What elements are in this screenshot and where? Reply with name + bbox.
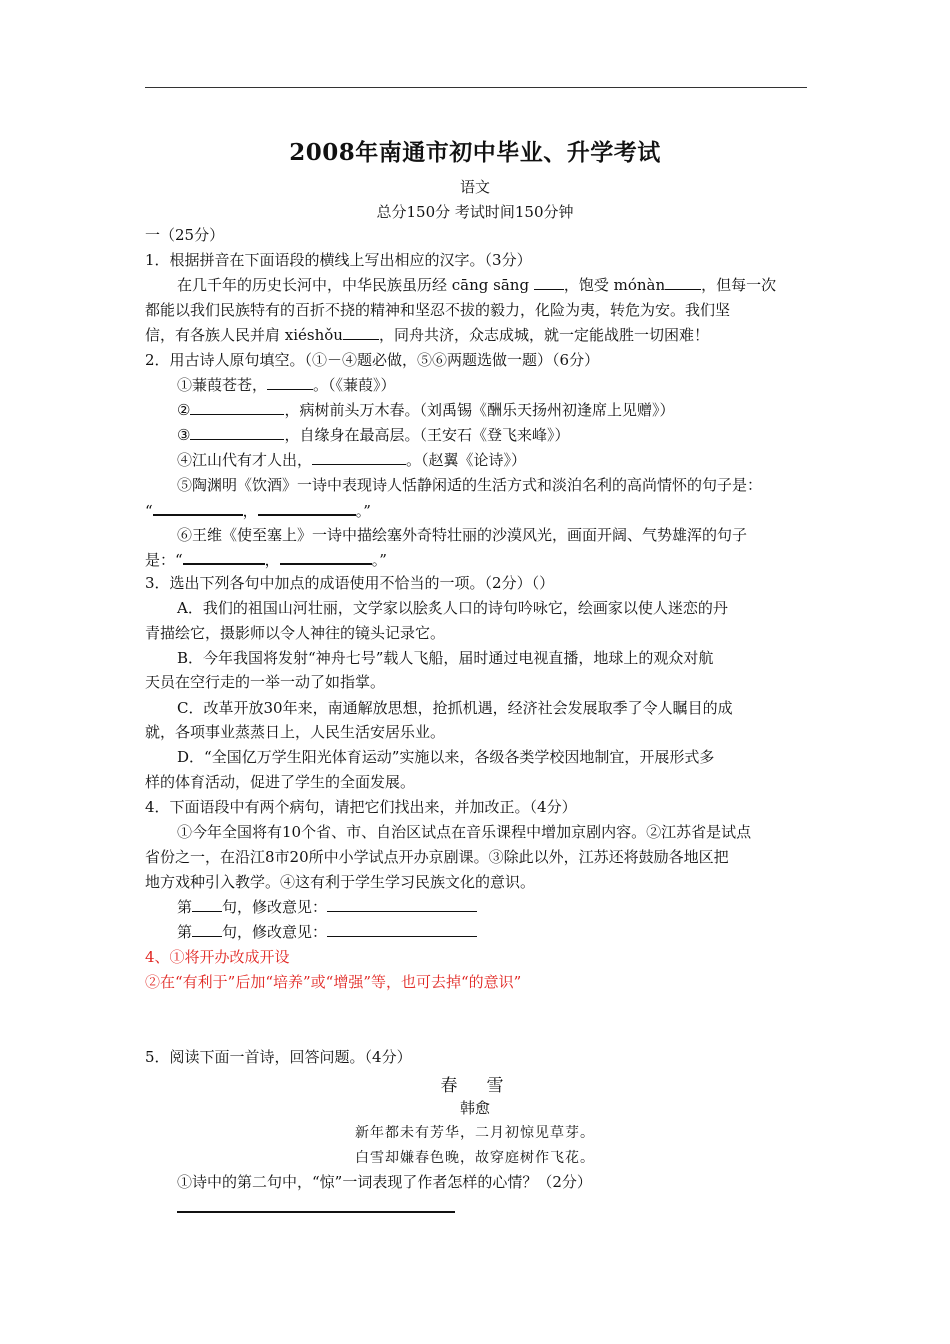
answer-note: ②在“有利于”后加“培养”或“增强”等，也可去掉“的意识” [145, 973, 522, 991]
question-5-stem: 5．阅读下面一首诗，回答问题。（4分） [145, 1048, 412, 1066]
blank-line[interactable] [258, 500, 356, 516]
question-2-item: ④江山代有才人出， 。（赵翼《论诗》） [177, 451, 527, 469]
question-2-stem: 2．用古诗人原句填空。（①－④题必做，⑤⑥两题选做一题）（6分） [145, 351, 600, 369]
question-4-passage: ①今年全国将有10个省、市、自治区试点在音乐课程中增加京剧内容。②江苏省是试点 [177, 823, 752, 841]
question-2-item: ③ ，自缘身在最高层。（王安石《登飞来峰》） [177, 426, 570, 444]
blank-line[interactable] [312, 450, 406, 465]
subject-label: 语文 [459, 178, 490, 196]
question-4-passage: 地方戏种引入教学。④这有利于学生学习民族文化的意识。 [145, 873, 536, 891]
poem-line: 白雪却嫌春色晚，故穿庭树作飞花。 [355, 1150, 595, 1166]
question-3-stem: 3．选出下列各句中加点的成语使用不恰当的一项。（2分）（） [145, 574, 555, 592]
option-d: D．“全国亿万学生阳光体育运动”实施以来，各级各类学校因地制宜，开展形式多 [177, 748, 715, 766]
exam-title: 2008年南通市初中毕业、升学考试 [289, 139, 661, 166]
section-heading: 一（25分） [145, 226, 225, 244]
blank-line[interactable] [192, 897, 222, 912]
question-5-sub-1: ①诗中的第二句中，“惊”一词表现了作者怎样的心情？（2分） [177, 1173, 592, 1191]
option-d-cont: 样的体育活动，促进了学生的全面发展。 [145, 773, 416, 791]
option-a: A．我们的祖国山河壮丽，文学家以脍炙人口的诗句吟咏它，绘画家以使人迷恋的丹 [177, 599, 728, 617]
blank-line[interactable] [327, 897, 477, 912]
question-1-text-line: 信，有各族人民并肩 xiéshǒu ，同舟共济，众志成城，就一定能战胜一切困难！ [145, 326, 709, 344]
blank-line[interactable] [327, 922, 477, 937]
question-4-passage: 省份之一，在沿江8市20所中小学试点开办京剧课。③除此以外，江苏还将鼓励各地区把 [145, 848, 729, 866]
option-b: B．今年我国将发射“神舟七号”载人飞船，届时通过电视直播，地球上的观众对航 [177, 649, 714, 667]
question-2-item: ⑤陶渊明《饮酒》一诗中表现诗人恬静闲适的生活方式和淡泊名利的高尚情怀的句子是： [177, 476, 763, 494]
question-2-item: ①蒹葭苍苍， 。（《蒹葭》） [177, 376, 396, 394]
fix-row: 第 句，修改意见： [177, 897, 810, 917]
option-c-cont: 就，各项事业蒸蒸日上，人民生活安居乐业。 [145, 723, 446, 741]
poem-line: 新年都未有芳华，二月初惊见草芽。 [355, 1125, 595, 1141]
answer-blank-line[interactable] [177, 1211, 455, 1213]
option-a-cont: 青描绘它，摄影师以令人神往的镜头记录它。 [145, 624, 446, 642]
blank-line[interactable] [280, 549, 372, 565]
question-2-answer-blanks: “ ， 。” [145, 502, 371, 520]
blank-line[interactable] [267, 375, 313, 390]
blank-line[interactable] [665, 275, 701, 290]
blank-line[interactable] [183, 549, 265, 565]
blank-line[interactable] [192, 922, 222, 937]
question-1-text-line: 在几千年的历史长河中，中华民族虽历经 cāng sāng ，饱受 mónàn ，但每一次 [177, 276, 777, 294]
blank-line[interactable] [153, 500, 243, 516]
question-1-text-line: 都能以我们民族特有的百折不挠的精神和坚忍不拔的毅力，化险为夷，转危为安。我们坚 [145, 301, 731, 319]
poem-title: 春 雪 [440, 1076, 510, 1096]
blank-line[interactable] [343, 325, 379, 340]
header-rule [145, 87, 807, 88]
blank-line[interactable] [190, 400, 284, 415]
poem-author: 韩愈 [459, 1099, 490, 1117]
question-4-stem: 4．下面语段中有两个病句，请把它们找出来，并加改正。（4分） [145, 798, 577, 816]
option-b-cont: 天员在空行走的一举一动了如指掌。 [145, 673, 386, 691]
fix-row: 第 句，修改意见： [177, 922, 810, 942]
blank-line[interactable] [534, 275, 564, 290]
option-c: C．改革开放30年来，南通解放思想，抢抓机遇，经济社会发展取季了令人瞩目的成 [177, 699, 733, 717]
question-2-item: ② ，病树前头万木春。（刘禹锡《酬乐天扬州初逢席上见赠》） [177, 401, 675, 419]
question-2-item: ⑥王维《使至塞上》一诗中描绘塞外奇特壮丽的沙漠风光，画面开阔、气势雄浑的句子 [177, 526, 748, 544]
question-1-stem: 1．根据拼音在下面语段的横线上写出相应的汉字。（3分） [145, 251, 532, 269]
answer-note: 4、①将开办改成开设 [145, 948, 290, 966]
exam-meta: 总分150分 考试时间150分钟 [376, 203, 574, 221]
question-2-answer-blanks: 是：“ ， 。” [145, 551, 387, 569]
blank-line[interactable] [190, 425, 284, 440]
